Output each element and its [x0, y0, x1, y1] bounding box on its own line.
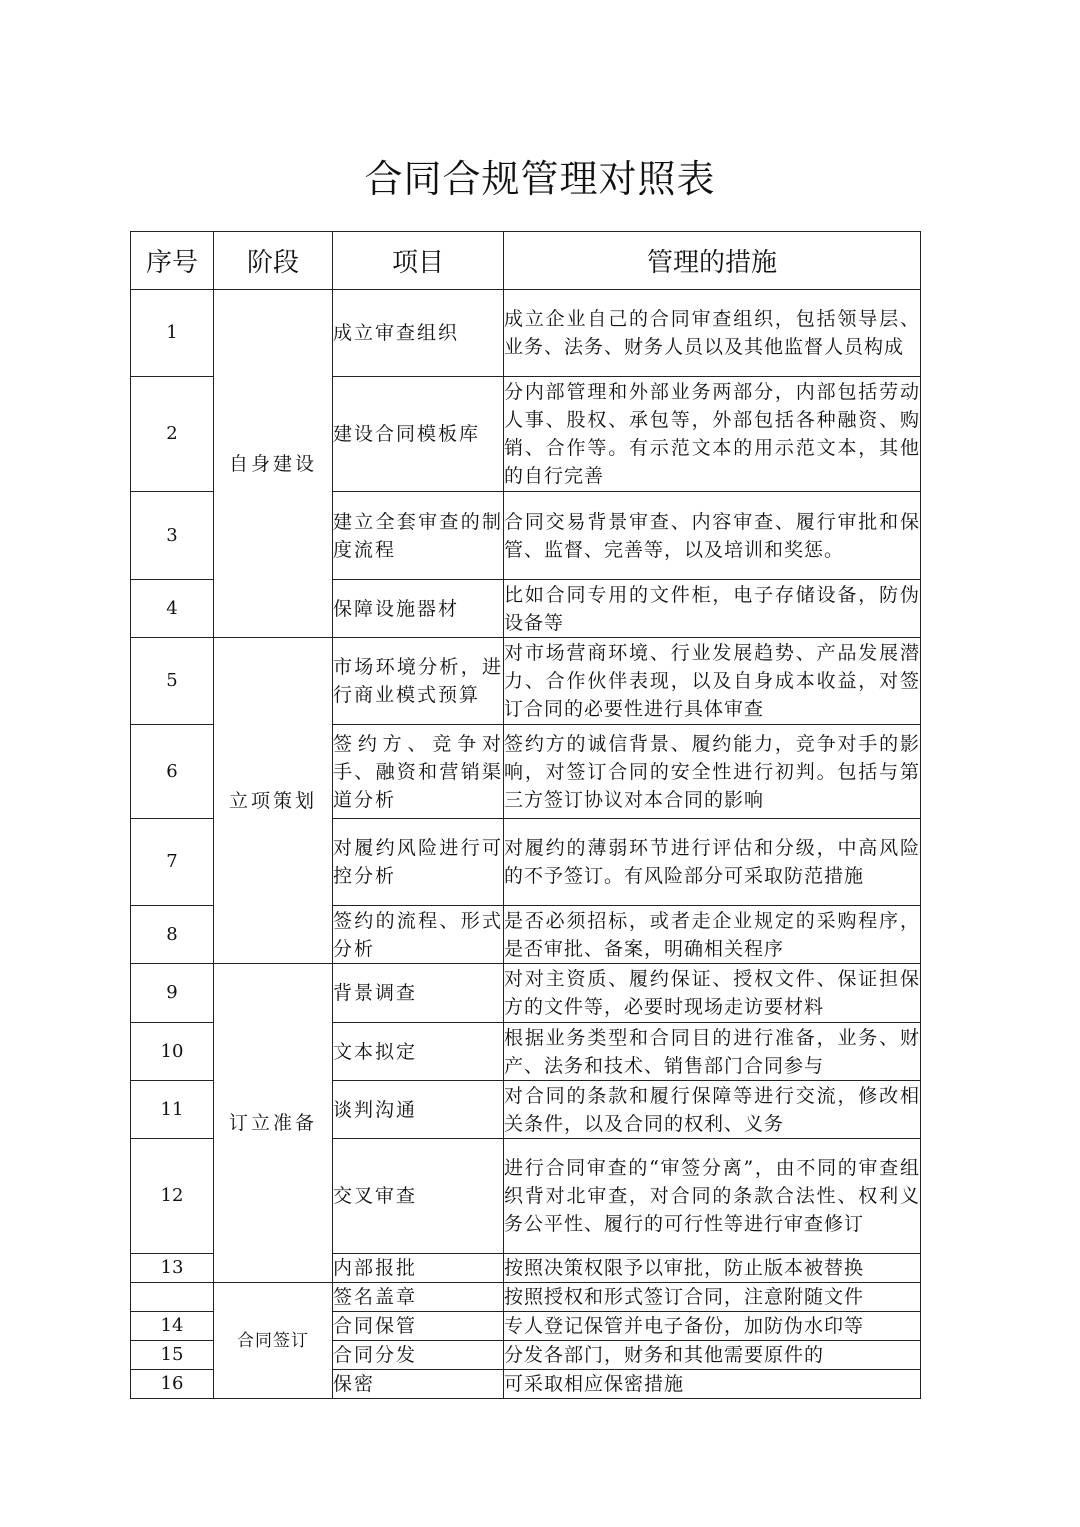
header-stage: 阶段: [214, 232, 333, 290]
row-number: 3: [131, 492, 214, 580]
row-number: 5: [131, 638, 214, 725]
header-seq: 序号: [131, 232, 214, 290]
row-number: 10: [131, 1023, 214, 1081]
row-number: 13: [131, 1254, 214, 1283]
measure-cell: 根据业务类型和合同目的进行准备，业务、财产、法务和技术、销售部门合同参与: [504, 1023, 921, 1081]
measure-cell: 合同交易背景审查、内容审查、履行审批和保管、监督、完善等，以及培训和奖惩。: [504, 492, 921, 580]
measure-cell: 比如合同专用的文件柜，电子存储设备，防伪设备等: [504, 580, 921, 638]
row-number: 8: [131, 906, 214, 964]
measure-cell: 分发各部门，财务和其他需要原件的: [504, 1341, 921, 1370]
item-cell: 市场环境分析，进行商业模式预算: [333, 638, 504, 725]
item-cell: 签名盖章: [333, 1283, 504, 1312]
measure-cell: 对合同的条款和履行保障等进行交流，修改相关条件，以及合同的权利、义务: [504, 1081, 921, 1139]
table-row: [131, 638, 921, 725]
measure-cell: 可采取相应保密措施: [504, 1370, 921, 1399]
row-number: 15: [131, 1341, 214, 1370]
row-number: 7: [131, 819, 214, 906]
header-row: [131, 232, 921, 290]
row-number: 4: [131, 580, 214, 638]
measure-cell: 签约方的诚信背景、履约能力，竞争对手的影响，对签订合同的安全性进行初判。包括与第三方签订协议对本合同的影响: [504, 725, 921, 819]
measure-cell: 对履约的薄弱环节进行评估和分级，中高风险的不予签订。有风险部分可采取防范措施: [504, 819, 921, 906]
measure-cell: 分内部管理和外部业务两部分，内部包括劳动人事、股权、承包等，外部包括各种融资、购销、合作等。有示范文本的用示范文本，其他的自行完善: [504, 377, 921, 492]
measure-cell: 是否必须招标，或者走企业规定的采购程序，是否审批、备案，明确相关程序: [504, 906, 921, 964]
stage-cell-signing: 合同签订: [214, 1283, 333, 1399]
stage-cell-preparation: 订立准备: [214, 964, 333, 1283]
document-title: 合同合规管理对照表: [364, 157, 716, 201]
measure-cell: 对对主资质、履约保证、授权文件、保证担保方的文件等，必要时现场走访要材料: [504, 964, 921, 1023]
item-cell: 建设合同模板库: [333, 377, 504, 492]
row-number: 2: [131, 377, 214, 492]
row-number: 11: [131, 1081, 214, 1139]
item-cell: 内部报批: [333, 1254, 504, 1283]
table-row: [131, 964, 921, 1023]
row-number: 14: [131, 1312, 214, 1341]
item-cell: 保障设施器材: [333, 580, 504, 638]
measure-cell: 成立企业自己的合同审查组织，包括领导层、业务、法务、财务人员以及其他监督人员构成: [504, 290, 921, 377]
row-number: 12: [131, 1139, 214, 1254]
table-row: [131, 1283, 921, 1312]
item-cell: 建立全套审查的制度流程: [333, 492, 504, 580]
stage-cell-planning: 立项策划: [214, 638, 333, 964]
measure-cell: 进行合同审查的“审签分离”，由不同的审查组织背对北审查，对合同的条款合法性、权利义务公平性、履行的可行性等进行审查修订: [504, 1139, 921, 1254]
item-cell: 文本拟定: [333, 1023, 504, 1081]
item-cell: 对履约风险进行可控分析: [333, 819, 504, 906]
item-cell: 谈判沟通: [333, 1081, 504, 1139]
table-row: [131, 290, 921, 377]
header-measure: 管理的措施: [504, 232, 921, 290]
item-cell: 保密: [333, 1370, 504, 1399]
item-cell: 背景调查: [333, 964, 504, 1023]
compliance-table: [130, 231, 921, 1399]
measure-cell: 按照决策权限予以审批，防止版本被替换: [504, 1254, 921, 1283]
item-cell: 签约的流程、形式分析: [333, 906, 504, 964]
item-cell: 签约方、竞争对手、融资和营销渠道分析: [333, 725, 504, 819]
row-number: [131, 1283, 214, 1312]
stage-cell-self-build: 自身建设: [214, 290, 333, 638]
item-cell: 合同分发: [333, 1341, 504, 1370]
item-cell: 交叉审查: [333, 1139, 504, 1254]
row-number: 16: [131, 1370, 214, 1399]
header-item: 项目: [333, 232, 504, 290]
item-cell: 成立审查组织: [333, 290, 504, 377]
row-number: 6: [131, 725, 214, 819]
measure-cell: 专人登记保管并电子备份，加防伪水印等: [504, 1312, 921, 1341]
row-number: 1: [131, 290, 214, 377]
item-cell: 合同保管: [333, 1312, 504, 1341]
row-number: 9: [131, 964, 214, 1023]
measure-cell: 按照授权和形式签订合同，注意附随文件: [504, 1283, 921, 1312]
measure-cell: 对市场营商环境、行业发展趋势、产品发展潜力、合作伙伴表现，以及自身成本收益，对签订合同的必要性进行具体审查: [504, 638, 921, 725]
